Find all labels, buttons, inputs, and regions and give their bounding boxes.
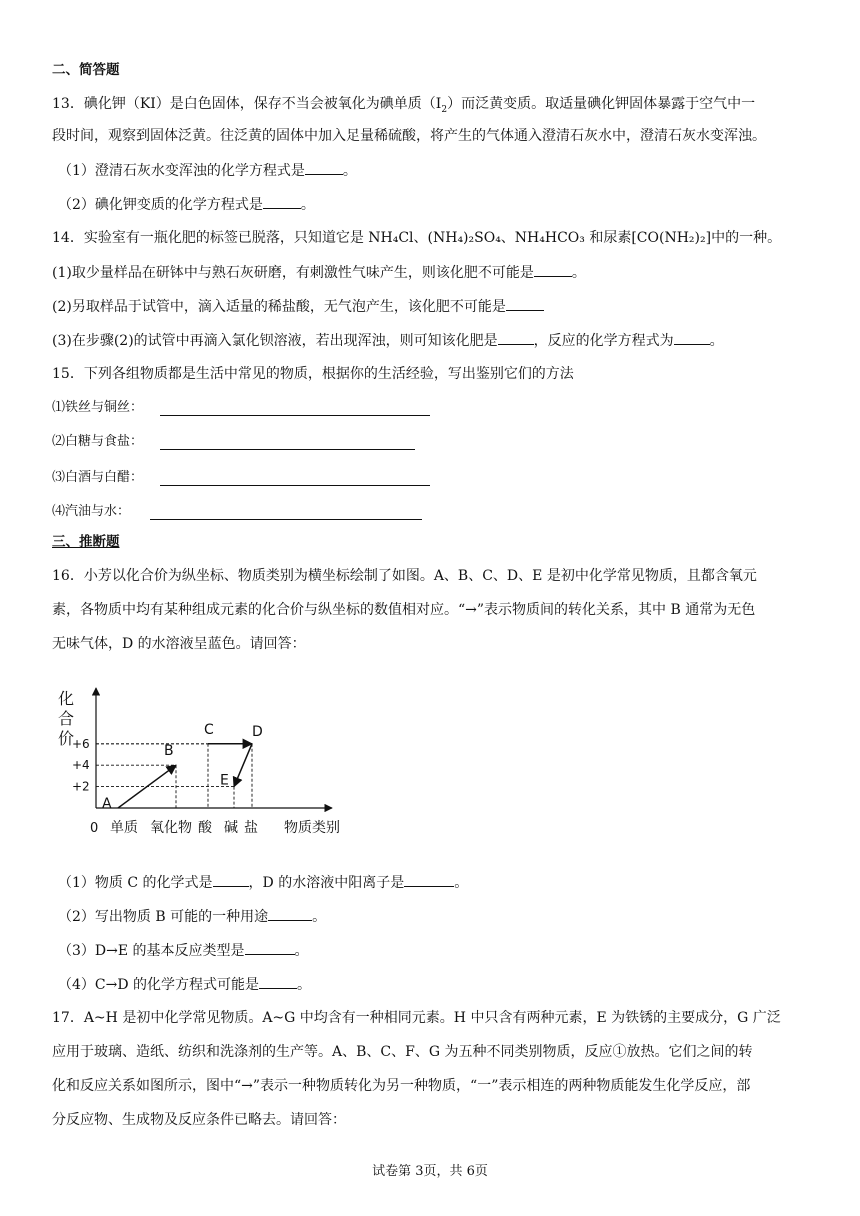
page-footer: 试卷第 3页，共 6页 bbox=[372, 1164, 488, 1179]
x-category-label: 单质 bbox=[110, 820, 138, 836]
q13-sub1: （1）澄清石灰水变浑浊的化学方程式是 。 bbox=[58, 160, 357, 181]
q16-sub3: （3）D→E 的基本反应类型是 。 bbox=[58, 940, 309, 961]
answer-line[interactable] bbox=[160, 484, 430, 486]
answer-blank[interactable] bbox=[259, 974, 297, 989]
q17-line3: 化和反应关系如图所示，图中“→”表示一种物质转化为另一种物质，“一”表示相连的两种物质能发生化学反应，部 bbox=[52, 1078, 751, 1094]
x-category-label: 盐 bbox=[244, 820, 258, 836]
x-category-label: 酸 bbox=[198, 820, 212, 836]
q15-item3: ⑶白酒与白醋： bbox=[52, 470, 144, 485]
q16-line2: 素，各物质中均有某种组成元素的化合价与纵坐标的数值相对应。“→”表示物质间的转化关系，其中 B 通常为无色 bbox=[52, 602, 756, 618]
q15-line1: 15．下列各组物质都是生活中常见的物质，根据你的生活经验，写出鉴别它们的方法 bbox=[52, 366, 574, 382]
answer-blank[interactable] bbox=[404, 872, 454, 887]
point-label: C bbox=[204, 721, 214, 738]
q13-sub2: （2）碘化钾变质的化学方程式是 。 bbox=[58, 194, 315, 215]
q16-line3: 无味气体，D 的水溶液呈蓝色。请回答： bbox=[52, 636, 306, 652]
answer-line[interactable] bbox=[150, 518, 422, 520]
q15-item2: ⑵白糖与食盐： bbox=[52, 434, 144, 449]
q14-part2: (2)另取样品于试管中，滴入适量的稀盐酸，无气泡产生，该化肥不可能是 bbox=[52, 296, 544, 317]
y-tick-label: +6 bbox=[72, 736, 90, 751]
q17-line1: 17．A~H 是初中化学常见物质。A~G 中均含有一种相同元素。H 中只含有两种元素，E 为铁锈的主要成分，G 广泛 bbox=[52, 1010, 781, 1026]
y-axis-label-char: 化 bbox=[58, 689, 75, 708]
answer-line[interactable] bbox=[160, 448, 415, 450]
y-tick-label: +2 bbox=[72, 779, 90, 794]
answer-blank[interactable] bbox=[534, 262, 572, 277]
x-category-label: 氧化物 bbox=[150, 820, 192, 836]
section-heading-inference: 三、推断题 bbox=[52, 534, 120, 550]
section-heading-short-answer: 二、简答题 bbox=[52, 62, 120, 78]
q17-line2: 应用于玻璃、造纸、纺织和洗涤剂的生产等。A、B、C、F、G 为五种不同类别物质，反应①放热。它们之间的转 bbox=[52, 1044, 753, 1060]
q13-line2: 段时间，观察到固体泛黄。往泛黄的固体中加入足量稀硫酸，将产生的气体通入澄清石灰水中，澄清石灰水变浑浊。 bbox=[52, 128, 766, 144]
q13-line1: 13．碘化钾（KI）是白色固体，保存不当会被氧化为碘单质$(I_2)$而泛黄变质。取适量碘化钾固体暴露于空气中一 bbox=[52, 96, 756, 115]
answer-blank[interactable] bbox=[305, 160, 343, 175]
q14-line1: 14．实验室有一瓶化肥的标签已脱落，只知道它是 NH₄Cl、(NH₄)₂SO₄、NH₄HCO₃ 和尿素[CO(NH₂)₂]中的一种。 bbox=[52, 230, 782, 246]
x-category-label: 碱 bbox=[224, 820, 238, 836]
q17-line4: 分反应物、生成物及反应条件已略去。请回答： bbox=[52, 1112, 346, 1128]
answer-blank[interactable] bbox=[213, 872, 249, 887]
q14-part3: (3)在步骤(2)的试管中再滴入氯化钡溶液，若出现浑浊，则可知该化肥是 ，反应的化学方程式为 。 bbox=[52, 330, 724, 351]
answer-blank[interactable] bbox=[674, 330, 710, 345]
origin-label: 0 bbox=[90, 821, 99, 836]
answer-blank[interactable] bbox=[506, 296, 544, 311]
q14-part1: (1)取少量样品在研钵中与熟石灰研磨，有刺激性气味产生，则该化肥不可能是 。 bbox=[52, 262, 586, 283]
answer-line[interactable] bbox=[160, 414, 430, 416]
q16-sub2: （2）写出物质 B 可能的一种用途 。 bbox=[58, 906, 326, 927]
valence-category-diagram bbox=[46, 680, 346, 840]
answer-blank[interactable] bbox=[268, 906, 312, 921]
answer-blank[interactable] bbox=[263, 194, 301, 209]
point-label: E bbox=[220, 772, 229, 789]
y-axis-label-char: 价 bbox=[58, 729, 75, 748]
answer-blank[interactable] bbox=[498, 330, 534, 345]
answer-blank[interactable] bbox=[245, 940, 295, 955]
q15-item1: ⑴铁丝与铜丝： bbox=[52, 400, 144, 415]
y-tick-label: +4 bbox=[72, 758, 90, 773]
point-label: D bbox=[252, 723, 263, 740]
x-axis-label: 物质类别 bbox=[284, 820, 340, 836]
point-label: B bbox=[164, 743, 174, 760]
point-label: A bbox=[102, 796, 112, 812]
y-axis-label-char: 合 bbox=[58, 709, 75, 728]
transform-arrow bbox=[234, 744, 252, 787]
q16-sub1: （1）物质 C 的化学式是 ，D 的水溶液中阳离子是 。 bbox=[58, 872, 468, 893]
q16-line1: 16．小芳以化合价为纵坐标、物质类别为横坐标绘制了如图。A、B、C、D、E 是初中化学常见物质，且都含氧元 bbox=[52, 568, 757, 584]
q16-sub4: （4）C→D 的化学方程式可能是 。 bbox=[58, 974, 311, 995]
q15-item4: ⑷汽油与水： bbox=[52, 504, 131, 519]
